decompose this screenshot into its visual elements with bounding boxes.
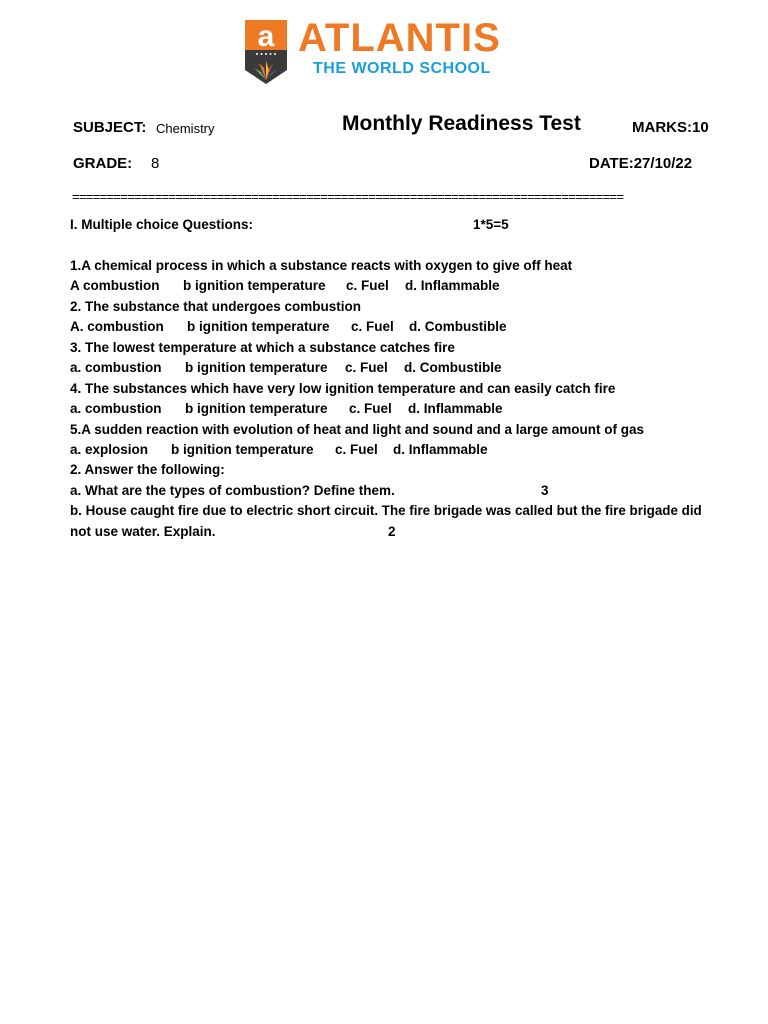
logo-letter: a	[257, 20, 275, 53]
option-c: c. Fuel	[345, 360, 388, 375]
option-a: a. combustion	[70, 401, 162, 416]
question-2a: a. What are the types of combustion? Define them.	[70, 483, 395, 498]
option-d: d. Inflammable	[393, 442, 488, 457]
question-4: 4. The substances which have very low ignition temperature and can easily catch fire	[70, 381, 616, 396]
question-2b-marks: 2	[388, 524, 396, 539]
school-tagline: THE WORLD SCHOOL	[313, 60, 491, 77]
question-3-options	[70, 360, 502, 375]
option-a: a. explosion	[70, 442, 149, 457]
page-title: Monthly Readiness Test	[342, 112, 581, 135]
question-2: 2. The substance that undergoes combustion	[70, 299, 362, 314]
option-d: d. Inflammable	[408, 401, 503, 416]
school-logo	[243, 18, 523, 88]
question-4-options	[70, 401, 503, 416]
section1-marks: 1*5=5	[473, 217, 509, 232]
option-b: b ignition temperature	[185, 401, 328, 416]
option-c: c. Fuel	[335, 442, 378, 457]
option-d: d. Combustible	[409, 319, 507, 334]
subject-value: Chemistry	[156, 121, 215, 136]
option-d: d. Combustible	[404, 360, 502, 375]
option-a: a. combustion	[70, 360, 162, 375]
subject-label: SUBJECT:	[73, 119, 147, 136]
option-a: A. combustion	[70, 319, 164, 334]
grade-label: GRADE:	[73, 155, 133, 172]
question-1: 1.A chemical process in which a substance reacts with oxygen to give off heat	[70, 258, 573, 273]
question-3: 3. The lowest temperature at which a substance catches fire	[70, 340, 455, 355]
question-2a-marks: 3	[541, 483, 549, 498]
marks-total: MARKS:10	[632, 119, 709, 136]
question-2b-line1: b. House caught fire due to electric short circuit. The fire brigade was called but the fire brigade did	[70, 503, 702, 518]
option-c: c. Fuel	[351, 319, 394, 334]
question-5-options	[70, 442, 488, 457]
section2-title: 2. Answer the following:	[70, 462, 225, 477]
option-b: b ignition temperature	[171, 442, 314, 457]
option-c: c. Fuel	[346, 278, 389, 293]
question-2b-line2: not use water. Explain.	[70, 524, 216, 539]
option-a: A combustion	[70, 278, 160, 293]
option-b: b ignition temperature	[185, 360, 328, 375]
option-d: d. Inflammable	[405, 278, 500, 293]
divider: ================================================================================	[72, 189, 624, 204]
option-b: b ignition temperature	[183, 278, 326, 293]
option-c: c. Fuel	[349, 401, 392, 416]
question-2-options	[70, 319, 507, 334]
question-1-options	[70, 278, 500, 293]
option-b: b ignition temperature	[187, 319, 330, 334]
grade-value: 8	[151, 155, 160, 172]
section1-title: I. Multiple choice Questions:	[70, 217, 254, 232]
question-5: 5.A sudden reaction with evolution of heat and light and sound and a large amount of gas	[70, 422, 645, 437]
test-date: DATE:27/10/22	[589, 155, 693, 172]
school-name: ATLANTIS	[298, 16, 501, 60]
atlantis-logo-icon	[243, 18, 289, 86]
